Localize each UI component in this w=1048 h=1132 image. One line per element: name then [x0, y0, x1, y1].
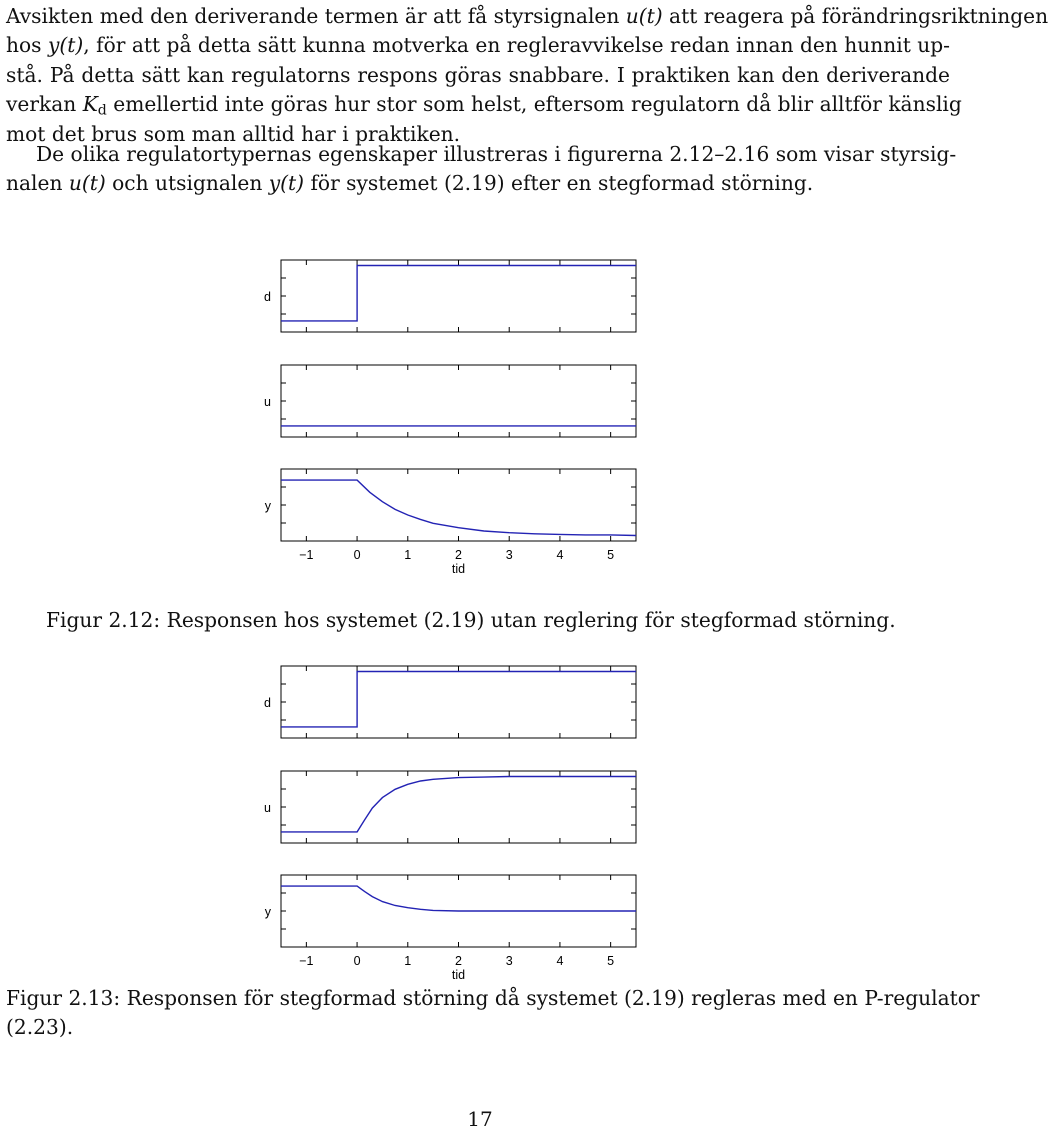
series-d	[281, 672, 636, 727]
math-symbol: K	[82, 92, 98, 117]
figure-2-13-caption-line-2: (2.23).	[6, 1015, 74, 1040]
x-tick-label: 1	[404, 548, 412, 562]
page-number: 17	[467, 1107, 493, 1131]
text-run: hos	[6, 33, 48, 58]
math-subscript: d	[97, 102, 107, 119]
x-tick-label: 4	[556, 954, 564, 968]
x-axis-label: tid	[451, 562, 466, 576]
text-run: att reagera på förändringsriktningen	[662, 4, 1048, 28]
x-tick-label: 3	[505, 954, 513, 968]
text-run: och utsignalen	[105, 171, 269, 196]
math-symbol: u(t)	[68, 171, 106, 196]
text-run: Avsikten med den deriverande termen är att få styrsignalen	[6, 4, 626, 28]
text-run: De olika regulatortypernas egenskaper illustreras i figurerna 2.12–2.16 som visar styrsig-	[36, 142, 957, 166]
x-tick-label: 5	[607, 548, 615, 562]
panel-d	[264, 666, 636, 738]
panel-label-u: u	[264, 395, 271, 409]
x-tick-label: 2	[455, 548, 462, 562]
text-run: verkan	[6, 92, 83, 117]
text-run: stå. På detta sätt kan regulatorns respons göras snabbare. I praktiken kan den deriverande	[6, 62, 950, 87]
text-run: för systemet (2.19) efter en stegformad störning.	[304, 171, 814, 196]
panel-label-u: u	[264, 801, 271, 815]
x-tick-label: −1	[299, 954, 314, 968]
series-u	[281, 777, 636, 832]
math-symbol: y(t)	[268, 171, 305, 196]
x-tick-label: 5	[607, 954, 615, 968]
x-axis-label: tid	[451, 968, 466, 982]
panel-label-y: y	[264, 499, 271, 513]
series-y	[281, 886, 636, 911]
text-run: nalen	[6, 171, 69, 196]
x-tick-label: 4	[556, 548, 564, 562]
text-run: mot det brus som man alltid har i praktiken.	[6, 121, 461, 146]
figure-2-13-caption-line-1: Figur 2.13: Responsen för stegformad störning då systemet (2.19) regleras med en P-regulator	[6, 986, 980, 1010]
panel-label-d: d	[264, 696, 271, 710]
panel-u	[264, 771, 636, 843]
panel-label-d: d	[264, 290, 271, 304]
x-tick-label: 3	[505, 548, 513, 562]
panel-y	[265, 875, 636, 947]
math-symbol: y(t)	[47, 33, 84, 58]
figure-2-13-caption	[6, 984, 980, 1043]
x-tick-label: 2	[455, 954, 462, 968]
text-run: , för att på detta sätt kunna motverka en regleravvikelse redan innan den hunnit up-	[83, 33, 951, 58]
math-symbol: u(t)	[625, 4, 663, 28]
x-tick-label: −1	[299, 548, 314, 562]
x-tick-label: 1	[404, 954, 412, 968]
panel-label-y: y	[264, 905, 271, 919]
figure-2-12-caption-line: Figur 2.12: Responsen hos systemet (2.19) utan reglering för stegformad störning.	[46, 608, 896, 632]
x-tick-label: 0	[353, 548, 361, 562]
x-tick-label: 0	[353, 954, 361, 968]
text-run: emellertid inte göras hur stor som helst, eftersom regulatorn då blir alltför känslig	[106, 92, 962, 117]
